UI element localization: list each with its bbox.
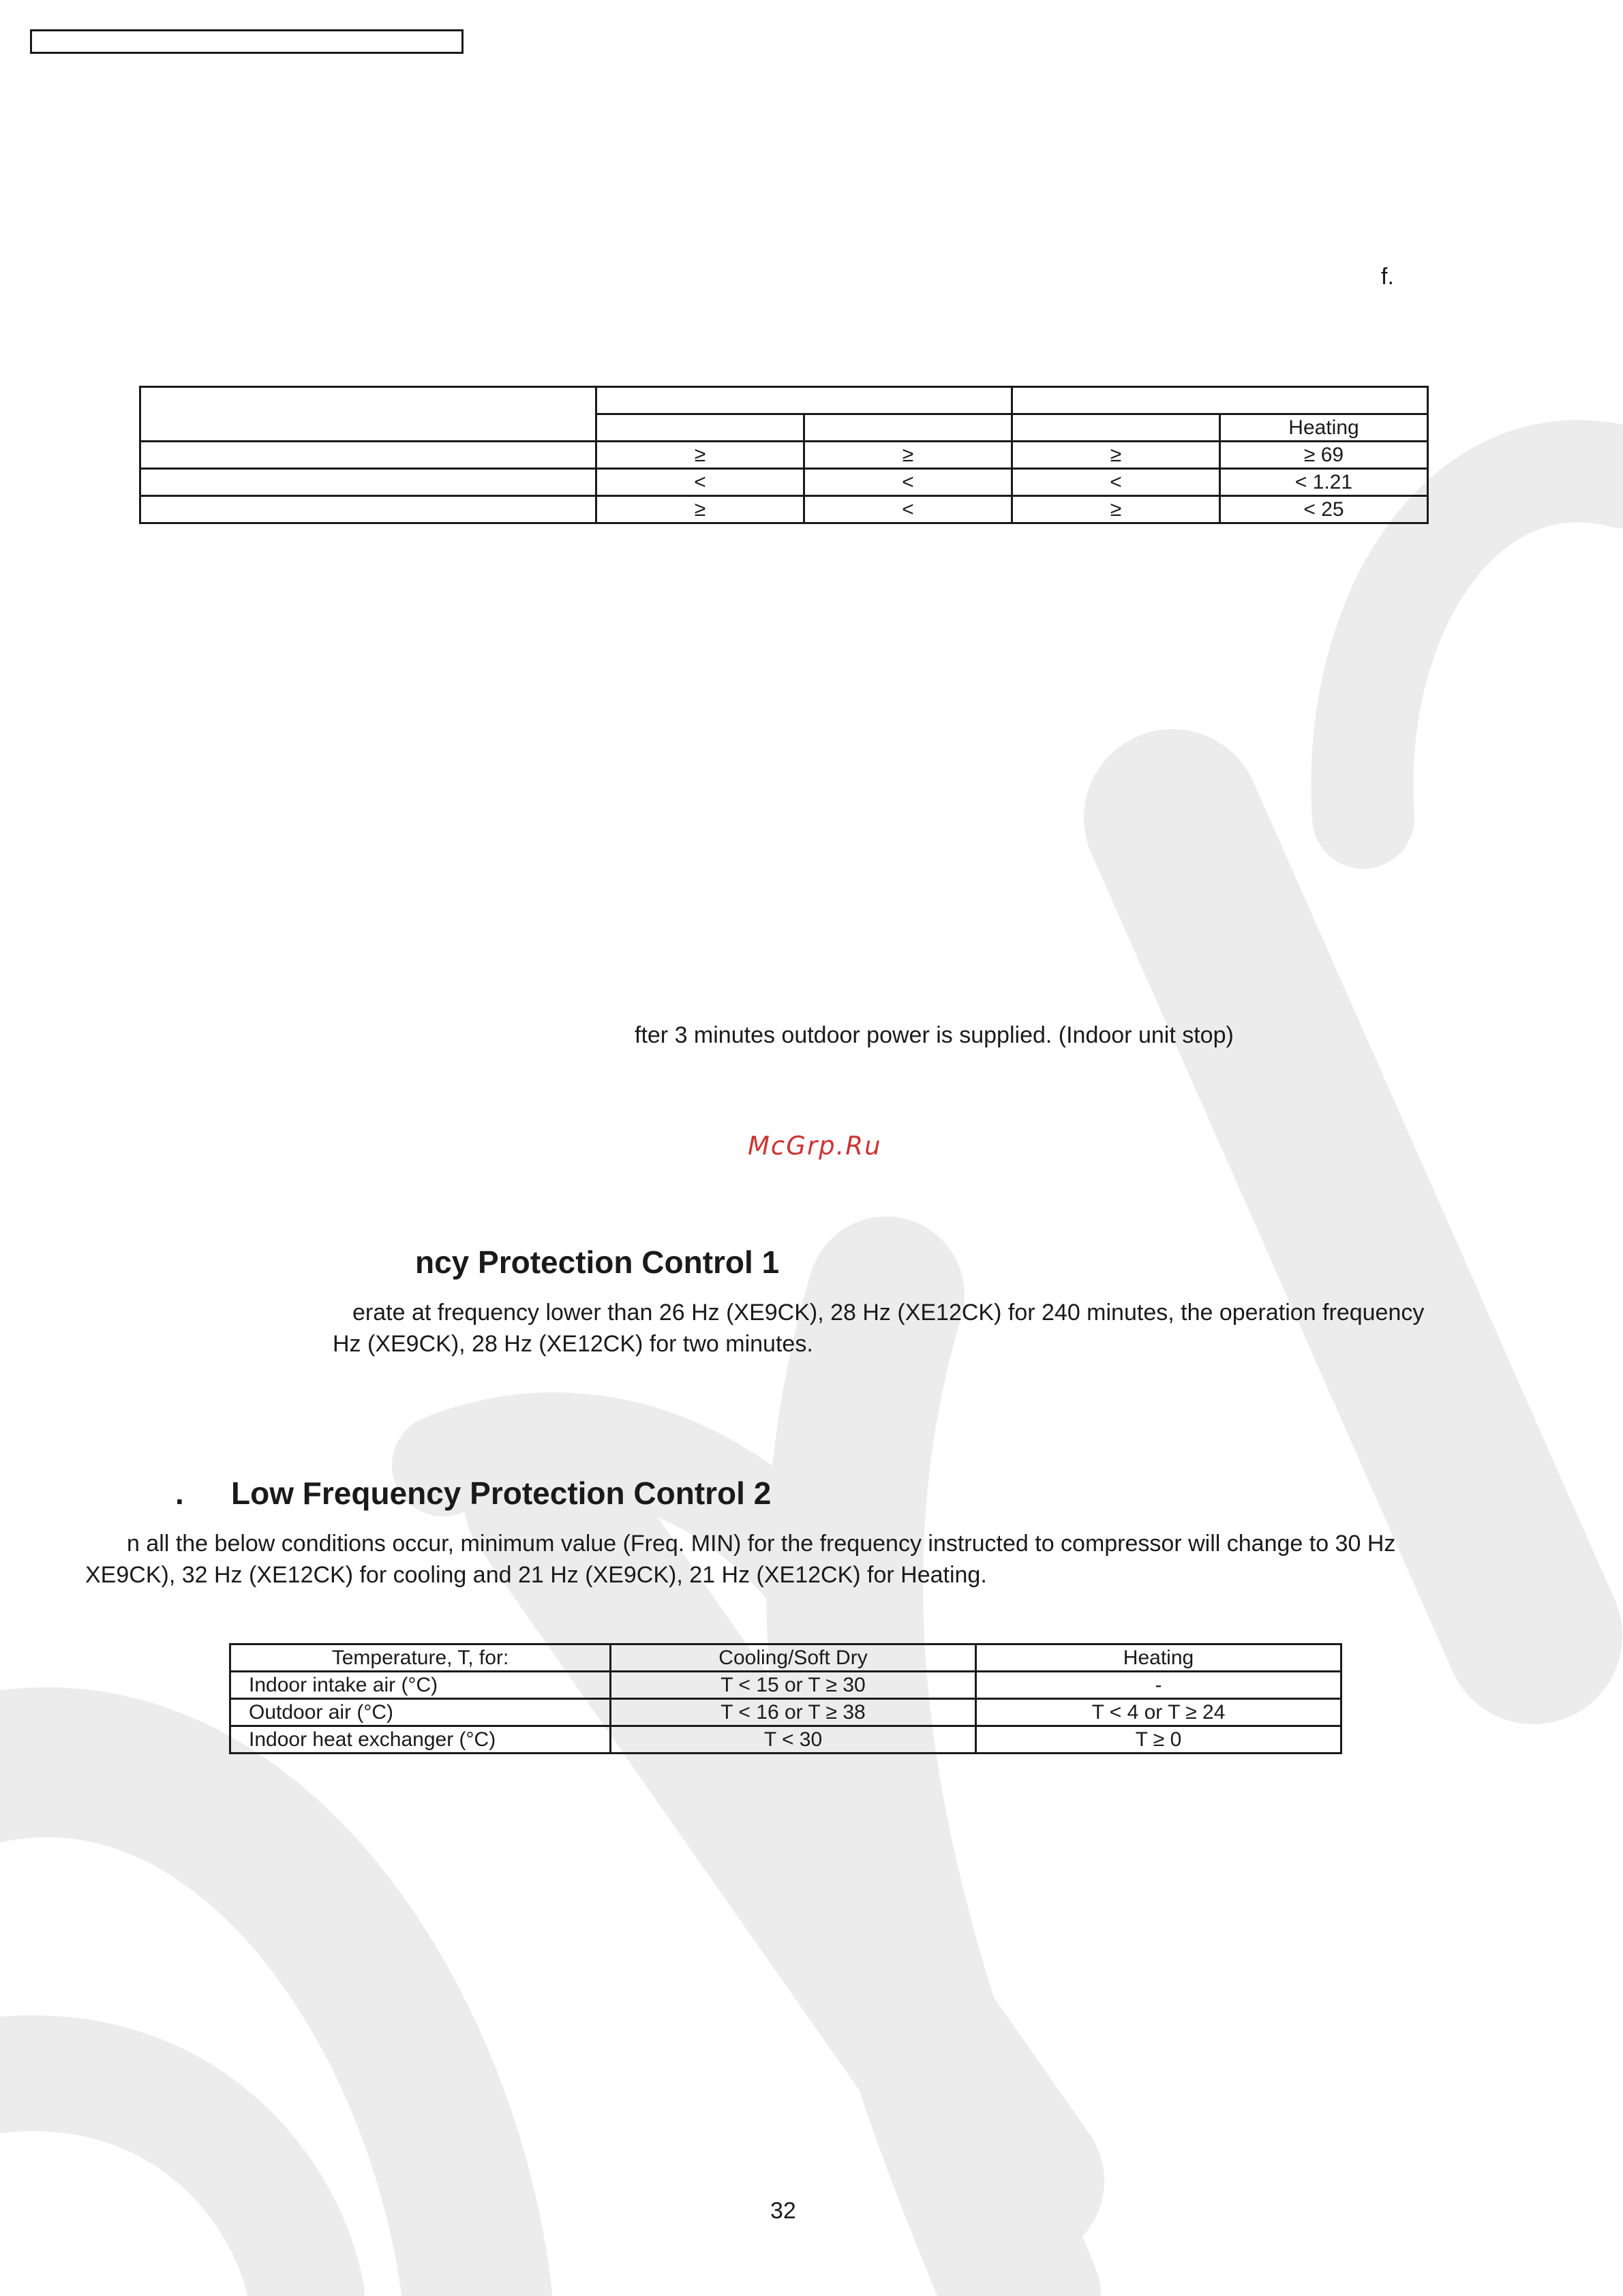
table-header-cell [596,387,1012,414]
table-cell: ≥ [1012,442,1220,469]
header-box [30,29,464,54]
protection-table-1 [139,386,1429,524]
table-row [230,1726,1341,1754]
table-header-cell: Cooling/Soft Dry [611,1644,976,1672]
table-cell: ≥ [596,496,804,523]
section-body-line: erate at frequency lower than 26 Hz (XE9CK), 28 Hz (XE12CK) for 240 minutes, the operation frequency [352,1300,1425,1326]
table-row [140,442,1428,469]
table-cell: - [976,1672,1341,1699]
section-number: . [175,1475,184,1511]
table-cell: Outdoor air (°C) [230,1699,611,1726]
table-cell [140,469,596,496]
table-header-cell [804,414,1012,442]
temperature-conditions-table [229,1643,1342,1754]
table-cell [140,442,596,469]
section-title: Low Frequency Protection Control 2 [231,1475,772,1511]
table-cell: < [596,469,804,496]
table-cell: T < 30 [611,1726,976,1754]
stray-text: f. [1381,264,1394,290]
section-body-line: n all the below conditions occur, minimum value (Freq. MIN) for the frequency instructed to compressor will change to 30 Hz [127,1531,1396,1557]
table-cell: < 1.21 [1220,469,1428,496]
table-header-cell: Heating [976,1644,1341,1672]
table-cell [140,496,596,523]
table-header-cell [140,387,596,442]
table-header-cell [1012,414,1220,442]
table-row [140,469,1428,496]
table-cell: ≥ 69 [1220,442,1428,469]
section-body-line: XE9CK), 32 Hz (XE12CK) for cooling and 21 Hz (XE9CK), 21 Hz (XE12CK) for Heating. [85,1562,987,1588]
table-cell: < [804,469,1012,496]
table-cell: ≥ [1012,496,1220,523]
table-row [140,496,1428,523]
body-text-fragment: fter 3 minutes outdoor power is supplied. (Indoor unit stop) [635,1022,1234,1048]
table-row [230,1699,1341,1726]
table-cell: Indoor intake air (°C) [230,1672,611,1699]
table-cell: T < 16 or T ≥ 38 [611,1699,976,1726]
table-cell: < 25 [1220,496,1428,523]
table-row [230,1672,1341,1699]
section-body-line: Hz (XE9CK), 28 Hz (XE12CK) for two minutes. [333,1331,813,1357]
section-title: ncy Protection Control 1 [415,1244,780,1280]
table-cell: T < 4 or T ≥ 24 [976,1699,1341,1726]
table-cell: Indoor heat exchanger (°C) [230,1726,611,1754]
table-header-row [230,1644,1341,1672]
table-cell: < [804,496,1012,523]
table-cell: T ≥ 0 [976,1726,1341,1754]
table-header-cell [1012,387,1428,414]
site-watermark-text: McGrp.Ru [748,1131,882,1161]
table-cell: T < 15 or T ≥ 30 [611,1672,976,1699]
table-cell: < [1012,469,1220,496]
table-header-cell: Temperature, T, for: [230,1644,611,1672]
table-cell: ≥ [596,442,804,469]
page-number: 32 [770,2198,796,2224]
table-header-row [140,387,1428,414]
table-header-cell: Heating [1220,414,1428,442]
table-header-cell [596,414,804,442]
table-cell: ≥ [804,442,1012,469]
